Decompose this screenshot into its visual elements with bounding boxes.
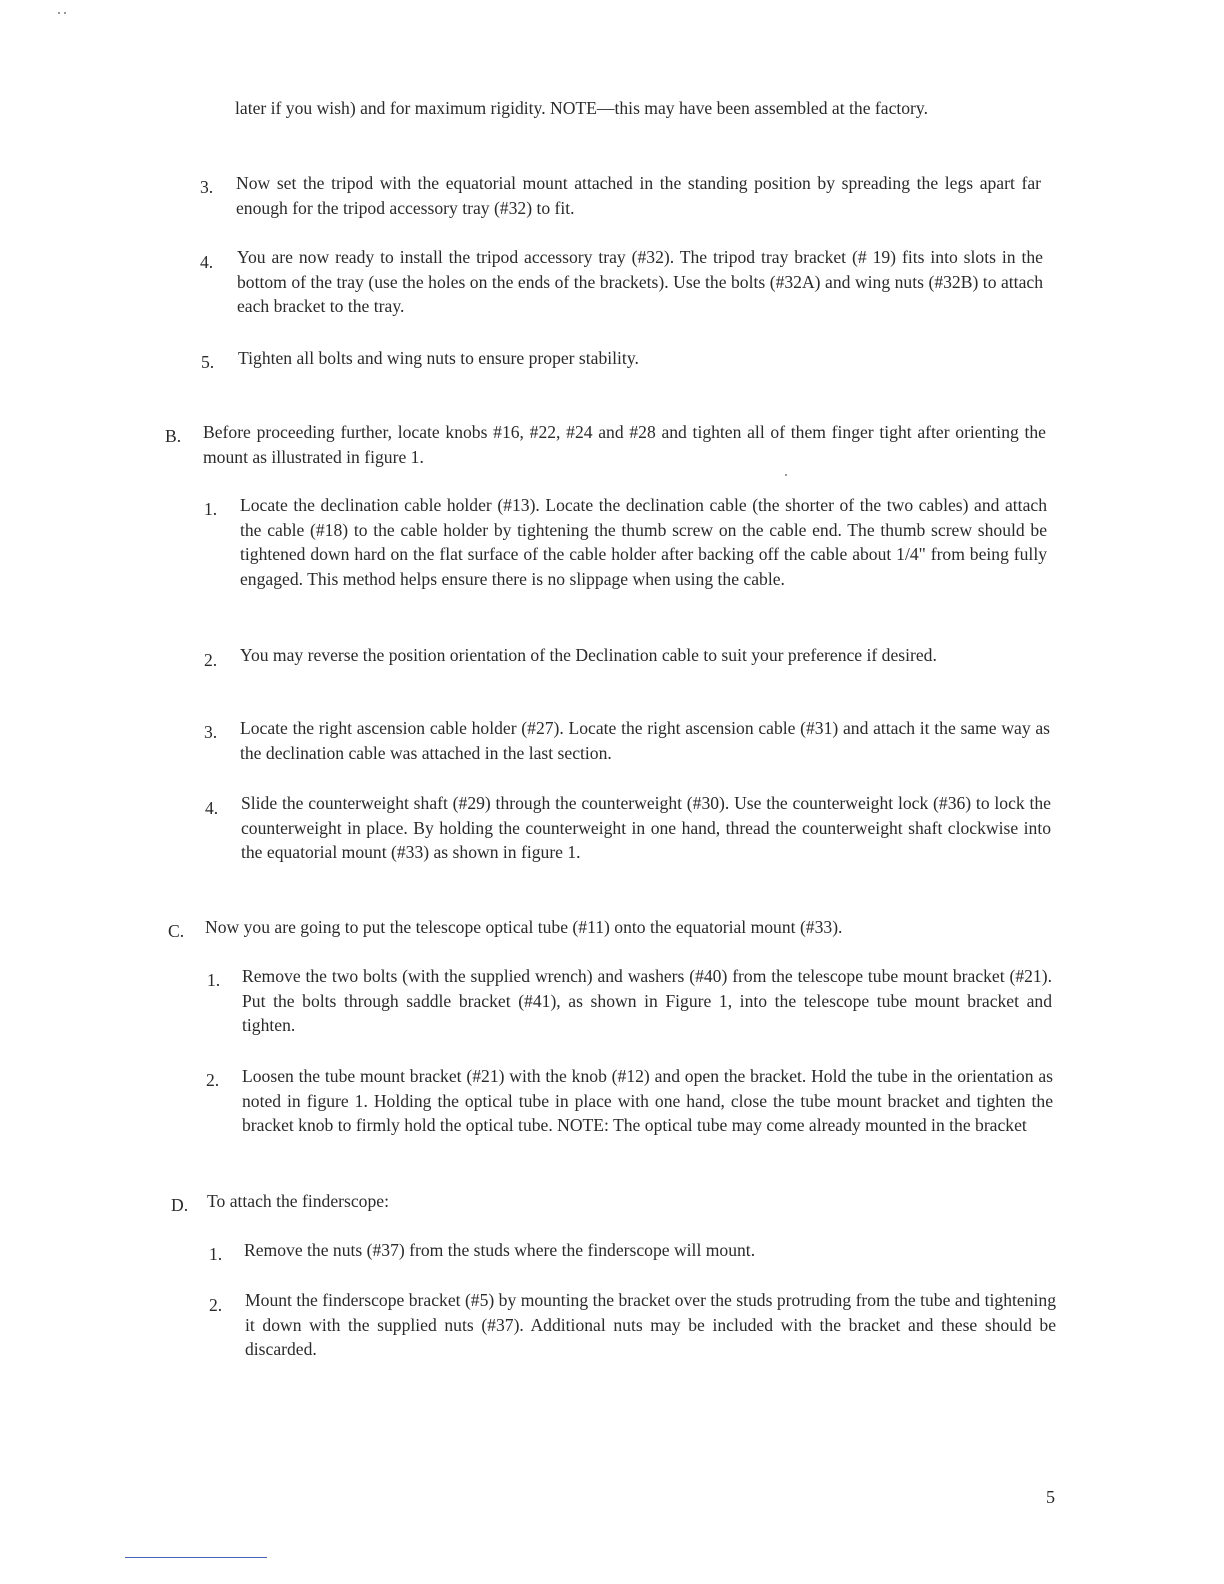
page-number: 5 <box>1046 1487 1055 1507</box>
scan-speck <box>64 12 66 14</box>
item-number: 1. <box>207 970 221 990</box>
section-letter: B. <box>165 426 182 446</box>
scan-speck <box>58 12 60 14</box>
list-item-b1: Locate the declination cable holder (#13). Locate the declination cable (the shorter of the two cables) and attach the cable (#18) to the cable holder by tightening the thumb screw on the cable end. The thumb screw should be tightened down hard on the flat surface of the cable holder after backing off the cable about 1/4" from being fully engaged. This method helps ensure there is no slippage when using the cable. <box>240 495 1047 589</box>
list-item-d2: Mount the finderscope bracket (#5) by mounting the bracket over the studs protruding from the tube and tightening it down with the supplied nuts (#37). Additional nuts may be included with the bracket and these should be discarded. <box>245 1290 1056 1359</box>
item-number: 5. <box>201 352 215 372</box>
section-letter: C. <box>168 921 185 941</box>
item-number: 4. <box>205 798 219 818</box>
list-item-b4: Slide the counterweight shaft (#29) through the counterweight (#30). Use the counterweight lock (#36) to lock the counterweight in place. By holding the counterweight in one hand, thread the counterweight shaft clockwise into the equatorial mount (#33) as shown in figure 1. <box>241 793 1051 862</box>
scan-speck <box>785 474 787 476</box>
list-item-c2: Loosen the tube mount bracket (#21) with the knob (#12) and open the bracket. Hold the tube in the orientation as noted in figure 1. Holding the optical tube in place with one hand, close the tube mount bracket and tighten the bracket knob to firmly hold the optical tube. NOTE: The optical tube may come already mounted in the bracket <box>242 1066 1053 1135</box>
section-letter: D. <box>171 1195 189 1215</box>
intro-paragraph: later if you wish) and for maximum rigidity. NOTE—this may have been assembled at the factory. <box>235 98 928 118</box>
item-number: 1. <box>209 1244 223 1264</box>
item-number: 2. <box>204 650 218 670</box>
section-d-paragraph: To attach the finderscope: <box>207 1191 389 1211</box>
item-number: 4. <box>200 252 214 272</box>
list-item-a4: You are now ready to install the tripod accessory tray (#32). The tripod tray bracket (# 19) fits into slots in the bottom of the tray (use the holes on the ends of the brackets). Use the bolts (#32A) and wing nuts (#32B) to attach each bracket to the tray. <box>237 247 1043 316</box>
list-item-d1: Remove the nuts (#37) from the studs where the finderscope will mount. <box>244 1240 756 1260</box>
list-item-c1: Remove the two bolts (with the supplied wrench) and washers (#40) from the telescope tube mount bracket (#21). Put the bolts through saddle bracket (#41), as shown in Figure 1, into the telescope tube mount bracket and tighten. <box>242 966 1052 1035</box>
item-number: 2. <box>209 1295 223 1315</box>
list-item-b3: Locate the right ascension cable holder (#27). Locate the right ascension cable (#31) and attach it the same way as the declination cable was attached in the last section. <box>240 718 1050 763</box>
item-number: 2. <box>206 1070 220 1090</box>
section-c-paragraph: Now you are going to put the telescope optical tube (#11) onto the equatorial mount (#33). <box>205 917 843 937</box>
list-item-b2: You may reverse the position orientation of the Declination cable to suit your preference if desired. <box>240 645 937 665</box>
item-number: 1. <box>204 499 218 519</box>
item-number: 3. <box>200 177 214 197</box>
bottom-rule <box>125 1557 267 1558</box>
item-number: 3. <box>204 722 218 742</box>
list-item-a5: Tighten all bolts and wing nuts to ensure proper stability. <box>238 348 639 368</box>
section-b-paragraph: Before proceeding further, locate knobs #16, #22, #24 and #28 and tighten all of them finger tight after orienting the mount as illustrated in figure 1. <box>203 422 1046 467</box>
list-item-a3: Now set the tripod with the equatorial mount attached in the standing position by spreading the legs apart far enough for the tripod accessory tray (#32) to fit. <box>236 173 1041 218</box>
